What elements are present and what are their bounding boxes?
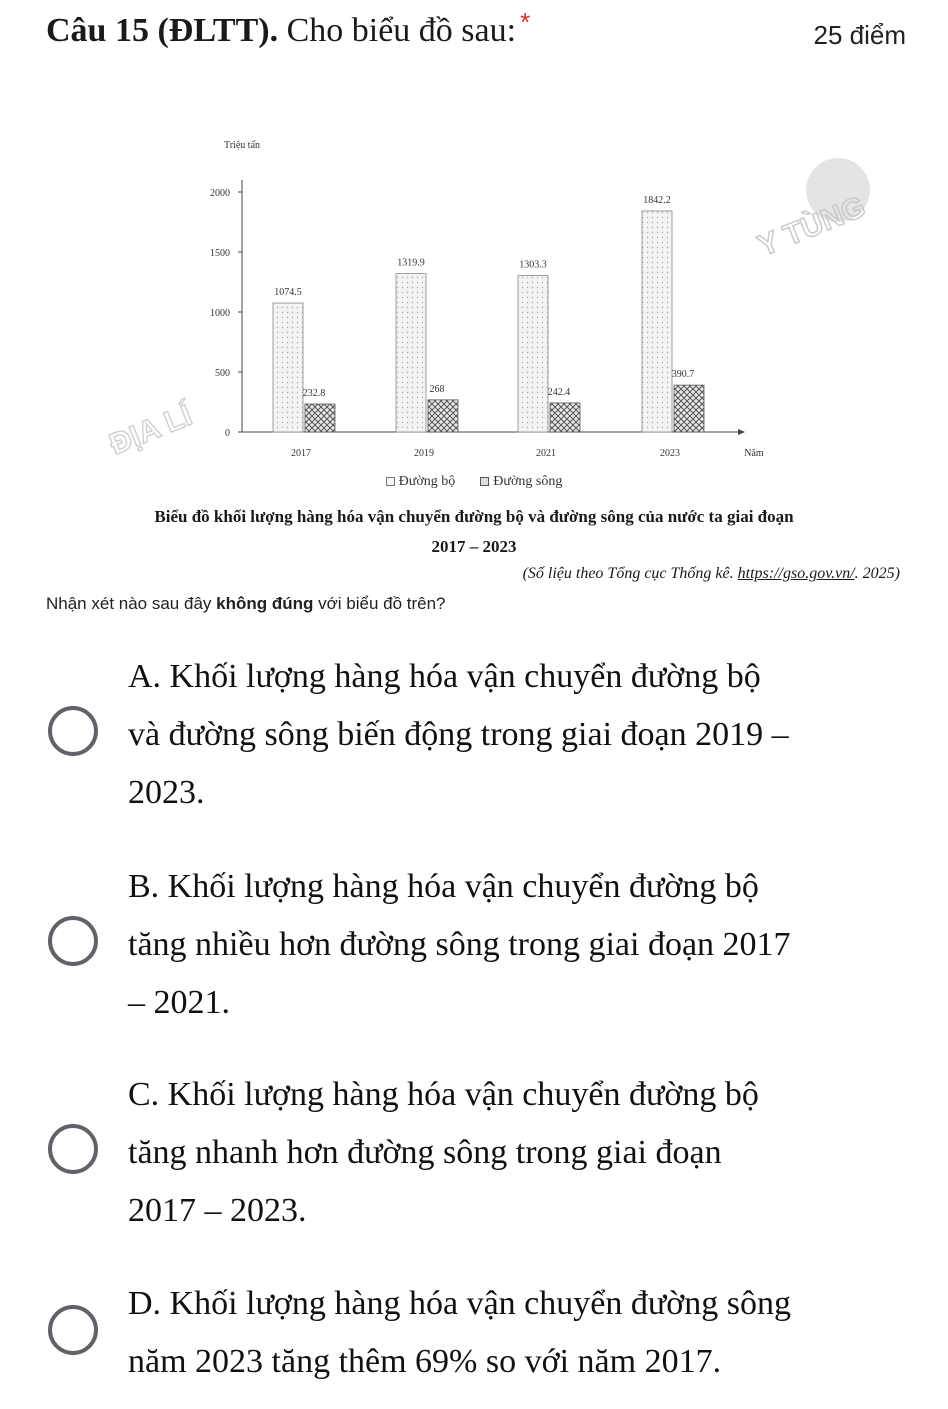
bar-duong-bo-2019	[396, 274, 426, 432]
x-axis-arrow	[738, 429, 745, 435]
chart-caption-period: 2017 – 2023	[431, 537, 517, 556]
option-a[interactable]	[40, 648, 900, 828]
option-c[interactable]	[40, 1066, 900, 1246]
option-d[interactable]	[40, 1275, 900, 1395]
required-mark: *	[520, 7, 531, 37]
x-tick-label: 2023	[660, 448, 680, 459]
chart-caption: Biểu đồ khối lượng hàng hóa vận chuyển đường bộ và đường sông của nước ta giai đoạn	[154, 507, 794, 526]
bar-duong-song-2017	[305, 404, 335, 432]
question-points: 25 điểm	[813, 20, 906, 50]
y-tick-label: 0	[225, 428, 230, 439]
y-tick-label: 1000	[210, 308, 230, 319]
option-b-text: B. Khối lượng hàng hóa vận chuyển đường bộ tăng nhiều hơn đường sông trong giai đoạn 2017 – 2021.	[128, 868, 791, 1021]
watermark-right: Y TÙNG	[753, 190, 871, 264]
y-tick-label: 2000	[210, 188, 230, 199]
bar-label-duong-song: 232.8	[302, 388, 326, 400]
radio-option-a[interactable]	[48, 706, 98, 756]
bar-chart	[0, 110, 948, 490]
x-tick-label: 2019	[414, 448, 434, 459]
bar-duong-bo-2023	[642, 211, 672, 432]
question-prompt: Nhận xét nào sau đây không đúng với biểu đồ trên?	[46, 594, 446, 613]
x-axis-title: Năm	[744, 448, 764, 459]
radio-option-d[interactable]	[48, 1305, 98, 1355]
y-axis-title: Triệu tấn	[223, 140, 261, 151]
radio-option-b[interactable]	[48, 916, 98, 966]
bar-label-duong-song: 390.7	[671, 369, 695, 381]
question-title: Câu 15 (ĐLTT). Cho biểu đồ sau: *	[46, 7, 531, 49]
x-tick-label: 2017	[291, 448, 311, 459]
bar-label-duong-bo: 1842.2	[643, 194, 671, 206]
option-a-text: A. Khối lượng hàng hóa vận chuyển đường bộ và đường sông biến động trong giai đoạn 2019 – 2023.	[128, 658, 789, 811]
option-d-text: D. Khối lượng hàng hóa vận chuyển đường sông năm 2023 tăng thêm 69% so với năm 2017.	[128, 1285, 791, 1380]
bar-duong-bo-2017	[273, 303, 303, 432]
option-b[interactable]	[40, 858, 900, 1038]
bar-label-duong-bo: 1319.9	[397, 257, 425, 269]
bar-duong-song-2023	[674, 385, 704, 432]
bar-duong-song-2021	[550, 403, 580, 432]
chart-legend	[0, 474, 948, 490]
chart-figure	[0, 110, 948, 610]
bar-duong-song-2019	[428, 400, 458, 432]
option-c-text: C. Khối lượng hàng hóa vận chuyển đường bộ tăng nhanh hơn đường sông trong giai đoạn 2017 – 2023.	[128, 1076, 759, 1229]
source-link[interactable]: https://gso.gov.vn/	[737, 565, 855, 582]
bar-label-duong-bo: 1074.5	[274, 287, 302, 299]
bar-duong-bo-2021	[518, 276, 548, 432]
x-tick-label: 2021	[536, 448, 556, 459]
legend-river: Đường sông	[480, 474, 562, 489]
legend-road: Đường bộ	[386, 474, 456, 489]
bar-label-duong-bo: 1303.3	[519, 259, 547, 271]
y-tick-label: 1500	[210, 248, 230, 259]
chart-source: (Số liệu theo Tổng cục Thống kê. https://gso.gov.vn/. 2025)	[522, 565, 900, 582]
bar-label-duong-song: 268	[429, 383, 445, 395]
watermark-left: ĐỊA LÍ	[105, 398, 197, 462]
y-tick-label: 500	[215, 368, 230, 379]
bar-label-duong-song: 242.4	[547, 386, 571, 398]
radio-option-c[interactable]	[48, 1124, 98, 1174]
question-header	[46, 7, 906, 62]
